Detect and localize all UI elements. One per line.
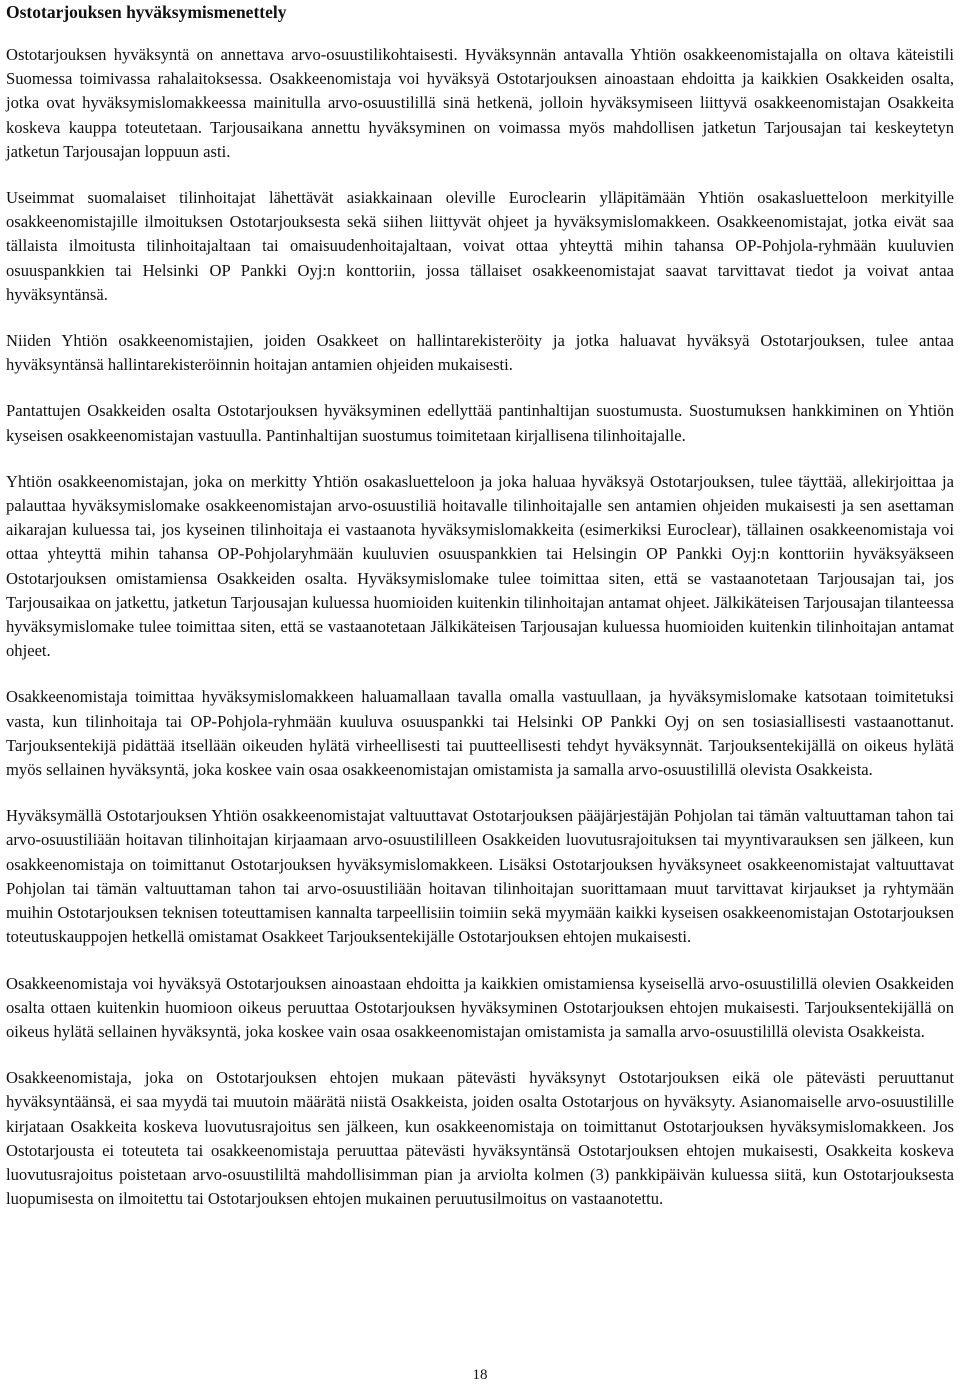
paragraph-acceptance-basis: Ostotarjouksen hyväksyntä on annettava arvo-osuustilikohtaisesti. Hyväksynnän antavalla Yhtiön osakkeenomistajalla on oltava käteistili Suomessa toimivassa rahalaitoksessa. Osakkeenomistaja voi hyväksyä Ostotarjouksen ainoastaan ehdoitta ja kaikkien Osakkeiden osalta, jotka ovat hyväksymislomakkeessa mainitulla arvo-osuustilillä sinä hetkenä, jolloin hyväksymiseen liittyvä osakkeenomistajan Osakkeita koskeva kauppa toteutetaan. Tarjousaikana annettu hyväksyminen on voimassa myös mahdollisen jatketun Tarjousajan tai keskeytetyn jatketun Tarjousajan loppuun asti. bbox=[6, 45, 954, 161]
page-number: 18 bbox=[472, 1367, 488, 1383]
paragraph-pledged-shares: Pantattujen Osakkeiden osalta Ostotarjouksen hyväksyminen edellyttää pantinhaltijan suostumusta. Suostumuksen hankkiminen on Yhtiön kyseisen osakkeenomistajan vastuulla. Pantinhaltijan suostumus toimitetaan kirjallisena tilinhoitajalle. bbox=[6, 401, 954, 445]
paragraph-unconditional-acceptance: Osakkeenomistaja voi hyväksyä Ostotarjouksen ainoastaan ehdoitta ja kaikkien omistamiensa kyseisellä arvo-osuustilillä olevien Osakkeiden osalta ottaen kuitenkin huomioon oikeus peruuttaa Ostotarjouksen hyväksyminen Ostotarjouksen ehtojen mukaisesti. Tarjouksentekijällä on oikeus hylätä sellainen hyväksyntä, joka koskee vain osaa osakkeenomistajan omistamista ja samalla arvo-osuustilillä olevista Osakkeista. bbox=[6, 973, 954, 1041]
paragraph-authorisation: Hyväksymällä Ostotarjouksen Yhtiön osakkeenomistajat valtuuttavat Ostotarjouksen pääjärjestäjän Pohjolan tai tämän valtuuttaman tahon tai arvo-osuustiliään hoitavan tilinhoitajan kirjaamaan arvo-osuustililleen Osakkeiden luovutusrajoituksen tai myyntivarauksen sen jälkeen, kun osakkeenomistaja on toimittanut Ostotarjouksen hyväksymislomakkeen. Lisäksi Ostotarjouksen hyväksyneet osakkeenomistajat valtuuttavat Pohjolan tai tämän valtuuttaman tahon tai arvo-osuustiliään hoitavan tilinhoitajan suorittamaan muut tarvittavat kirjaukset ja ryhtymään muihin Ostotarjouksen teknisen toteuttamisen kannalta tarpeellisiin toimiin sekä myymään kaikki kyseisen osakkeenomistajan Ostotarjouksen toteutuskauppojen hetkellä omistamat Osakkeet Tarjouksentekijälle Ostotarjouksen ehtojen mukaisesti. bbox=[6, 806, 954, 947]
paragraph-nominee-registered: Niiden Yhtiön osakkeenomistajien, joiden Osakkeet on hallintarekisteröity ja jotka haluavat hyväksyä Ostotarjouksen, tulee antaa hyväksyntänsä hallintarekisteröinnin hoitajan antamien ohjeiden mukaisesti. bbox=[6, 331, 954, 375]
paragraph-transfer-restriction: Osakkeenomistaja, joka on Ostotarjouksen ehtojen mukaan pätevästi hyväksynyt Ostotarjouksen eikä ole pätevästi peruuttanut hyväksyntäänsä, ei saa myydä tai muutoin määrätä niistä Osakkeista, joiden osalta Ostotarjous on hyväksyty. Asianomaiselle arvo-osuustilille kirjataan Osakkeita koskeva luovutusrajoitus sen jälkeen, kun osakkeenomistaja on toimittanut Ostotarjouksen hyväksymislomakkeen. Jos Ostotarjousta ei toteuteta tai osakkeenomistaja peruuttaa pätevästi hyväksyntänsä Ostotarjouksen ehtojen mukaisesti, Osakkeita koskeva luovutusrajoitus poistetaan arvo-osuustililtä mahdollisimman pian ja arviolta kolmen (3) pankkipäivän kuluessa siitä, kun Ostotarjouksesta luopumisesta on ilmoitettu tai Ostotarjouksen ehtojen mukainen peruutusilmoitus on vastaanotettu. bbox=[6, 1068, 954, 1209]
paragraph-delivery-responsibility: Osakkeenomistaja toimittaa hyväksymislomakkeen haluamallaan tavalla omalla vastuullaan, ja hyväksymislomake katsotaan toimitetuksi vasta, kun tilinhoitaja tai OP-Pohjola-ryhmään kuuluva osuuspankki tai Helsinki OP Pankki Oyj on sen tosiasiallisesti vastaanottanut. Tarjouksentekijä pidättää itsellään oikeuden hylätä virheellisesti tai puutteellisesti tehdyt hyväksynnät. Tarjouksentekijällä on oikeus hylätä myös sellainen hyväksyntä, joka koskee vain osaa osakkeenomistajan omistamista ja samalla arvo-osuustilillä olevista Osakkeista. bbox=[6, 687, 954, 780]
section-title: Ostotarjouksen hyväksymismenettely bbox=[6, 2, 287, 22]
paragraph-acceptance-form: Yhtiön osakkeenomistajan, joka on merkitty Yhtiön osakasluetteloon ja joka haluaa hyväksyä Ostotarjouksen, tulee täyttää, allekirjoittaa ja palauttaa hyväksymislomake osakkeenomistajan arvo-osuustiliä hoitavalle tilinhoitajalle sen antamien ohjeiden mukaisesti ja sen asettaman aikarajan kuluessa tai, jos kyseinen tilinhoitaja ei vastaanota hyväksymislomakkeita (esimerkiksi Euroclear), tällainen osakkeenomistaja voi ottaa yhteyttä mihin tahansa OP-Pohjolaryhmään kuuluvien osuuspankkien tai Helsingin OP Pankki Oyj:n konttoriin hyväksyäkseen Ostotarjouksen omistamiensa Osakkeiden osalta. Hyväksymislomake tulee toimittaa siten, että se vastaanotetaan Tarjousajan tai, jos Tarjousaikaa on jatkettu, jatketun Tarjousajan kuluessa huomioiden kuitenkin tilinhoitajan antamat ohjeet. Jälkikäteisen Tarjousajan tilanteessa hyväksymislomake tulee toimittaa siten, että se vastaanotetaan Jälkikäteisen Tarjousajan kuluessa huomioiden kuitenkin tilinhoitajan antamat ohjeet. bbox=[6, 471, 954, 661]
document-body bbox=[6, 43, 954, 1233]
paragraph-account-operators: Useimmat suomalaiset tilinhoitajat lähettävät asiakkainaan oleville Euroclearin ylläpitämään Yhtiön osakasluetteloon merkityille osakkeenomistajille ilmoituksen Ostotarjouksesta sekä siihen liittyvät ohjeet ja hyväksymislomakkeen. Osakkeenomistajat, jotka eivät saa tällaista ilmoitusta tilinhoitajaltaan tai omaisuudenhoitajaltaan, voivat ottaa yhteyttä mihin tahansa OP-Pohjola-ryhmään kuuluvien osuuspankkien tai Helsinki OP Pankki Oyj:n konttoriin, jossa tällaiset osakkeenomistajat saavat tarvittavat tiedot ja voivat antaa hyväksyntänsä. bbox=[6, 188, 954, 304]
